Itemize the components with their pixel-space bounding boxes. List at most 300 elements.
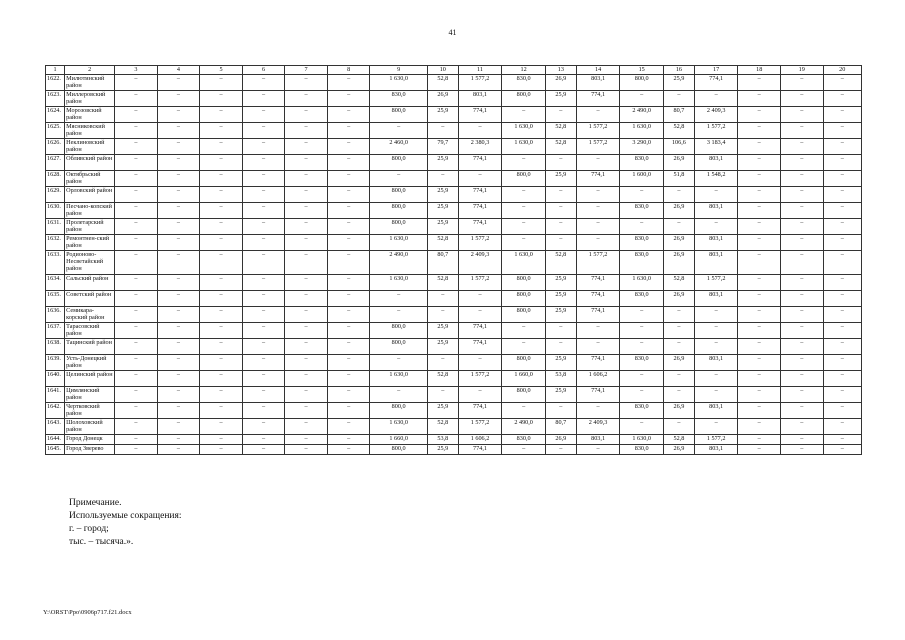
value-cell: 803,1 — [694, 203, 738, 219]
value-cell: 25,9 — [545, 291, 576, 307]
value-cell: – — [576, 323, 620, 339]
value-cell: 1 630,0 — [370, 235, 427, 251]
table-row — [46, 307, 862, 323]
table-row — [46, 355, 862, 371]
table-row — [46, 123, 862, 139]
row-number-cell: 1630. — [46, 203, 65, 219]
value-cell: – — [780, 387, 823, 403]
value-cell: – — [823, 371, 861, 387]
table-row — [46, 371, 862, 387]
value-cell: – — [738, 355, 781, 371]
value-cell: 1 600,0 — [620, 171, 664, 187]
value-cell: 774,1 — [458, 339, 502, 355]
value-cell: – — [738, 387, 781, 403]
table-row — [46, 339, 862, 355]
value-cell: – — [200, 403, 243, 419]
value-cell: – — [242, 419, 285, 435]
value-cell: – — [780, 139, 823, 155]
value-cell: – — [200, 123, 243, 139]
value-cell: 52,8 — [427, 75, 458, 91]
column-number-header: 15 — [620, 66, 664, 75]
value-cell: – — [157, 155, 200, 171]
value-cell: 1 630,0 — [502, 251, 546, 275]
value-cell: – — [242, 155, 285, 171]
value-cell: – — [545, 187, 576, 203]
district-name-cell: Мясниковский район — [65, 123, 115, 139]
district-name-cell: Тацинский район — [65, 339, 115, 355]
table-row — [46, 275, 862, 291]
value-cell: – — [157, 139, 200, 155]
value-cell: – — [823, 403, 861, 419]
value-cell: – — [327, 387, 370, 403]
value-cell: – — [115, 155, 158, 171]
value-cell: 52,8 — [427, 275, 458, 291]
value-cell: – — [327, 251, 370, 275]
value-cell: – — [285, 187, 328, 203]
value-cell: 25,9 — [545, 307, 576, 323]
column-number-header: 18 — [738, 66, 781, 75]
value-cell: 1 630,0 — [620, 435, 664, 445]
row-number-cell: 1626. — [46, 139, 65, 155]
value-cell: – — [327, 155, 370, 171]
value-cell: 25,9 — [545, 91, 576, 107]
value-cell: – — [115, 445, 158, 455]
value-cell: – — [427, 307, 458, 323]
value-cell: – — [200, 219, 243, 235]
row-number-cell: 1638. — [46, 339, 65, 355]
value-cell: – — [157, 219, 200, 235]
value-cell: 26,9 — [663, 355, 694, 371]
value-cell: 774,1 — [576, 307, 620, 323]
value-cell: – — [200, 75, 243, 91]
value-cell: – — [115, 291, 158, 307]
value-cell: 774,1 — [576, 275, 620, 291]
value-cell: 774,1 — [458, 203, 502, 219]
row-number-cell: 1643. — [46, 419, 65, 435]
value-cell: 2 409,3 — [458, 251, 502, 275]
district-name-cell: Семикарa-корский район — [65, 307, 115, 323]
value-cell: – — [327, 435, 370, 445]
value-cell: 803,1 — [694, 445, 738, 455]
value-cell: 52,8 — [427, 371, 458, 387]
value-cell: – — [285, 445, 328, 455]
value-cell: 1 606,2 — [458, 435, 502, 445]
value-cell: – — [620, 419, 664, 435]
value-cell: 1 630,0 — [502, 123, 546, 139]
value-cell: – — [576, 339, 620, 355]
value-cell: – — [285, 291, 328, 307]
value-cell: – — [327, 91, 370, 107]
value-cell: – — [285, 107, 328, 123]
value-cell: – — [242, 371, 285, 387]
value-cell: – — [738, 139, 781, 155]
value-cell: – — [823, 75, 861, 91]
value-cell: – — [694, 307, 738, 323]
row-number-cell: 1629. — [46, 187, 65, 203]
value-cell: – — [823, 291, 861, 307]
column-number-header: 3 — [115, 66, 158, 75]
value-cell: – — [576, 107, 620, 123]
value-cell: – — [780, 355, 823, 371]
value-cell: – — [157, 235, 200, 251]
table-row — [46, 235, 862, 251]
value-cell: – — [285, 251, 328, 275]
value-cell: – — [780, 187, 823, 203]
value-cell: – — [780, 339, 823, 355]
value-cell: 774,1 — [458, 219, 502, 235]
table-row — [46, 219, 862, 235]
value-cell: – — [823, 419, 861, 435]
notes-block — [69, 497, 182, 549]
column-number-header: 5 — [200, 66, 243, 75]
value-cell: – — [780, 203, 823, 219]
value-cell: 774,1 — [458, 155, 502, 171]
value-cell: – — [115, 251, 158, 275]
value-cell: 830,0 — [620, 203, 664, 219]
value-cell: – — [285, 139, 328, 155]
row-number-cell: 1628. — [46, 171, 65, 187]
value-cell: 25,9 — [545, 355, 576, 371]
district-name-cell: Милютинский район — [65, 75, 115, 91]
notes-title: Примечание. — [69, 498, 122, 508]
value-cell: – — [502, 187, 546, 203]
value-cell: – — [427, 355, 458, 371]
value-cell: 26,9 — [663, 403, 694, 419]
value-cell: 1 577,2 — [576, 139, 620, 155]
value-cell: – — [285, 355, 328, 371]
row-number-cell: 1635. — [46, 291, 65, 307]
value-cell: – — [823, 155, 861, 171]
column-number-header: 12 — [502, 66, 546, 75]
value-cell: 800,0 — [370, 187, 427, 203]
value-cell: 26,9 — [663, 251, 694, 275]
value-cell: – — [427, 291, 458, 307]
value-cell: – — [242, 123, 285, 139]
value-cell: 803,1 — [694, 235, 738, 251]
value-cell: 774,1 — [458, 403, 502, 419]
value-cell: 25,9 — [427, 339, 458, 355]
value-cell: 1 660,0 — [370, 435, 427, 445]
value-cell: – — [157, 275, 200, 291]
value-cell: – — [738, 445, 781, 455]
value-cell: – — [427, 171, 458, 187]
value-cell: – — [780, 419, 823, 435]
value-cell: 25,9 — [545, 387, 576, 403]
value-cell: 774,1 — [458, 323, 502, 339]
value-cell: – — [157, 355, 200, 371]
value-cell: – — [327, 445, 370, 455]
value-cell: 25,9 — [663, 75, 694, 91]
value-cell: – — [458, 387, 502, 403]
value-cell: – — [157, 387, 200, 403]
value-cell: 1 606,2 — [576, 371, 620, 387]
value-cell: 1 630,0 — [370, 75, 427, 91]
value-cell: – — [823, 445, 861, 455]
value-cell: 53,8 — [545, 371, 576, 387]
value-cell: 1 630,0 — [620, 275, 664, 291]
value-cell: – — [285, 419, 328, 435]
value-cell: – — [200, 307, 243, 323]
table-row — [46, 139, 862, 155]
value-cell: – — [242, 171, 285, 187]
table-row — [46, 251, 862, 275]
value-cell: – — [200, 435, 243, 445]
value-cell: 106,6 — [663, 139, 694, 155]
value-cell: – — [285, 155, 328, 171]
value-cell: – — [242, 219, 285, 235]
value-cell: 774,1 — [576, 291, 620, 307]
value-cell: – — [458, 307, 502, 323]
value-cell: – — [694, 323, 738, 339]
value-cell: – — [327, 419, 370, 435]
value-cell: – — [576, 445, 620, 455]
table-row — [46, 323, 862, 339]
value-cell: – — [157, 307, 200, 323]
district-name-cell: Цимлянский район — [65, 387, 115, 403]
value-cell: – — [115, 75, 158, 91]
value-cell: – — [738, 187, 781, 203]
district-name-cell: Песчано-копский район — [65, 203, 115, 219]
value-cell: – — [780, 291, 823, 307]
value-cell: – — [285, 371, 328, 387]
value-cell: 830,0 — [620, 355, 664, 371]
value-cell: – — [327, 187, 370, 203]
value-cell: 80,7 — [427, 251, 458, 275]
value-cell: – — [157, 371, 200, 387]
value-cell: – — [780, 107, 823, 123]
district-name-cell: Неклиновский район — [65, 139, 115, 155]
value-cell: 800,0 — [502, 171, 546, 187]
value-cell: – — [620, 339, 664, 355]
value-cell: 1 630,0 — [370, 371, 427, 387]
value-cell: – — [115, 91, 158, 107]
value-cell: – — [157, 107, 200, 123]
district-name-cell: Морозовский район — [65, 107, 115, 123]
value-cell: – — [327, 235, 370, 251]
value-cell: – — [620, 219, 664, 235]
value-cell: – — [780, 123, 823, 139]
value-cell: 800,0 — [502, 355, 546, 371]
value-cell: – — [370, 171, 427, 187]
value-cell: – — [738, 403, 781, 419]
value-cell: – — [823, 187, 861, 203]
value-cell: – — [738, 107, 781, 123]
value-cell: 800,0 — [502, 307, 546, 323]
value-cell: – — [738, 75, 781, 91]
value-cell: – — [200, 275, 243, 291]
value-cell: – — [545, 203, 576, 219]
value-cell: – — [738, 323, 781, 339]
value-cell: – — [780, 235, 823, 251]
value-cell: – — [823, 275, 861, 291]
value-cell: – — [620, 323, 664, 339]
column-number-header: 16 — [663, 66, 694, 75]
value-cell: – — [327, 171, 370, 187]
value-cell: – — [458, 123, 502, 139]
value-cell: – — [242, 307, 285, 323]
row-number-cell: 1633. — [46, 251, 65, 275]
value-cell: – — [242, 235, 285, 251]
district-name-cell: Обливский район — [65, 155, 115, 171]
value-cell: 2 490,0 — [370, 251, 427, 275]
value-cell: – — [738, 371, 781, 387]
district-name-cell: Шолоховский район — [65, 419, 115, 435]
value-cell: – — [200, 203, 243, 219]
value-cell: – — [327, 123, 370, 139]
table-row — [46, 291, 862, 307]
district-name-cell: Тарасовский район — [65, 323, 115, 339]
value-cell: – — [157, 203, 200, 219]
value-cell: – — [115, 235, 158, 251]
value-cell: – — [663, 323, 694, 339]
value-cell: 800,0 — [620, 75, 664, 91]
page-number: 41 — [448, 28, 457, 37]
value-cell: – — [115, 187, 158, 203]
value-cell: – — [427, 123, 458, 139]
value-cell: 800,0 — [370, 339, 427, 355]
value-cell: – — [242, 107, 285, 123]
column-number-header: 10 — [427, 66, 458, 75]
value-cell: – — [115, 203, 158, 219]
column-number-header: 19 — [780, 66, 823, 75]
value-cell: 26,9 — [663, 445, 694, 455]
value-cell: – — [458, 171, 502, 187]
value-cell: – — [620, 91, 664, 107]
value-cell: – — [780, 371, 823, 387]
value-cell: – — [242, 291, 285, 307]
value-cell: – — [285, 323, 328, 339]
value-cell: – — [115, 219, 158, 235]
value-cell: 1 630,0 — [502, 139, 546, 155]
value-cell: – — [738, 219, 781, 235]
value-cell: – — [157, 419, 200, 435]
value-cell: – — [576, 187, 620, 203]
column-number-header: 2 — [65, 66, 115, 75]
value-cell: – — [502, 235, 546, 251]
value-cell: – — [427, 387, 458, 403]
district-name-cell: Советский район — [65, 291, 115, 307]
value-cell: – — [157, 323, 200, 339]
value-cell: – — [780, 171, 823, 187]
value-cell: – — [823, 355, 861, 371]
file-path-footer: Y:\ORST\Ppo\0906p717.f21.docx — [43, 609, 132, 616]
value-cell: – — [327, 219, 370, 235]
value-cell: – — [576, 203, 620, 219]
value-cell: 25,9 — [545, 171, 576, 187]
value-cell: – — [285, 123, 328, 139]
value-cell: 774,1 — [694, 75, 738, 91]
value-cell: – — [115, 139, 158, 155]
value-cell: – — [458, 291, 502, 307]
value-cell: – — [115, 387, 158, 403]
value-cell: – — [200, 91, 243, 107]
value-cell: – — [115, 307, 158, 323]
value-cell: 52,8 — [545, 139, 576, 155]
value-cell: 774,1 — [458, 187, 502, 203]
district-name-cell: Сальский район — [65, 275, 115, 291]
value-cell: – — [285, 219, 328, 235]
value-cell: 830,0 — [502, 435, 546, 445]
value-cell: – — [200, 323, 243, 339]
value-cell: – — [738, 291, 781, 307]
value-cell: – — [780, 75, 823, 91]
value-cell: 25,9 — [427, 323, 458, 339]
value-cell: – — [780, 275, 823, 291]
row-number-cell: 1644. — [46, 435, 65, 445]
value-cell: 1 577,2 — [458, 419, 502, 435]
value-cell: – — [327, 339, 370, 355]
value-cell: – — [545, 155, 576, 171]
district-name-cell: Пролетарский район — [65, 219, 115, 235]
value-cell: – — [115, 275, 158, 291]
value-cell: 830,0 — [620, 235, 664, 251]
value-cell: – — [200, 419, 243, 435]
value-cell: 26,9 — [663, 235, 694, 251]
value-cell: 1 577,2 — [576, 123, 620, 139]
value-cell: – — [738, 275, 781, 291]
value-cell: – — [115, 435, 158, 445]
value-cell: 774,1 — [576, 171, 620, 187]
value-cell: – — [663, 91, 694, 107]
value-cell: – — [157, 187, 200, 203]
value-cell: – — [285, 307, 328, 323]
value-cell: – — [823, 387, 861, 403]
district-name-cell: Усть-Донецкий район — [65, 355, 115, 371]
value-cell: – — [620, 371, 664, 387]
value-cell: 800,0 — [370, 403, 427, 419]
value-cell: 1 630,0 — [370, 275, 427, 291]
value-cell: – — [285, 403, 328, 419]
value-cell: 2 409,3 — [576, 419, 620, 435]
value-cell: – — [780, 219, 823, 235]
row-number-cell: 1640. — [46, 371, 65, 387]
value-cell: 52,8 — [427, 419, 458, 435]
value-cell: 800,0 — [370, 219, 427, 235]
value-cell: – — [285, 203, 328, 219]
value-cell: 26,9 — [545, 435, 576, 445]
value-cell: – — [157, 435, 200, 445]
value-cell: – — [663, 419, 694, 435]
column-number-header: 4 — [157, 66, 200, 75]
value-cell: – — [370, 123, 427, 139]
value-cell: – — [327, 275, 370, 291]
abbreviation-item: тыс. – тысяча.». — [69, 537, 134, 547]
value-cell: 774,1 — [576, 387, 620, 403]
value-cell: 2 490,0 — [620, 107, 664, 123]
abbreviations-heading: Используемые сокращения: — [69, 511, 182, 521]
value-cell: 25,9 — [427, 187, 458, 203]
district-name-cell: Октябрьский район — [65, 171, 115, 187]
value-cell: – — [327, 291, 370, 307]
value-cell: 25,9 — [427, 155, 458, 171]
value-cell: 80,7 — [545, 419, 576, 435]
value-cell: 803,1 — [694, 251, 738, 275]
value-cell: – — [823, 307, 861, 323]
value-cell: – — [823, 435, 861, 445]
value-cell: 52,8 — [545, 251, 576, 275]
value-cell: – — [242, 445, 285, 455]
value-cell: 830,0 — [502, 75, 546, 91]
value-cell: – — [285, 339, 328, 355]
value-cell: – — [242, 355, 285, 371]
table-row — [46, 445, 862, 455]
value-cell: 1 577,2 — [694, 123, 738, 139]
value-cell: 800,0 — [370, 323, 427, 339]
value-cell: – — [327, 139, 370, 155]
value-cell: – — [200, 187, 243, 203]
value-cell: 803,1 — [694, 403, 738, 419]
value-cell: – — [738, 171, 781, 187]
